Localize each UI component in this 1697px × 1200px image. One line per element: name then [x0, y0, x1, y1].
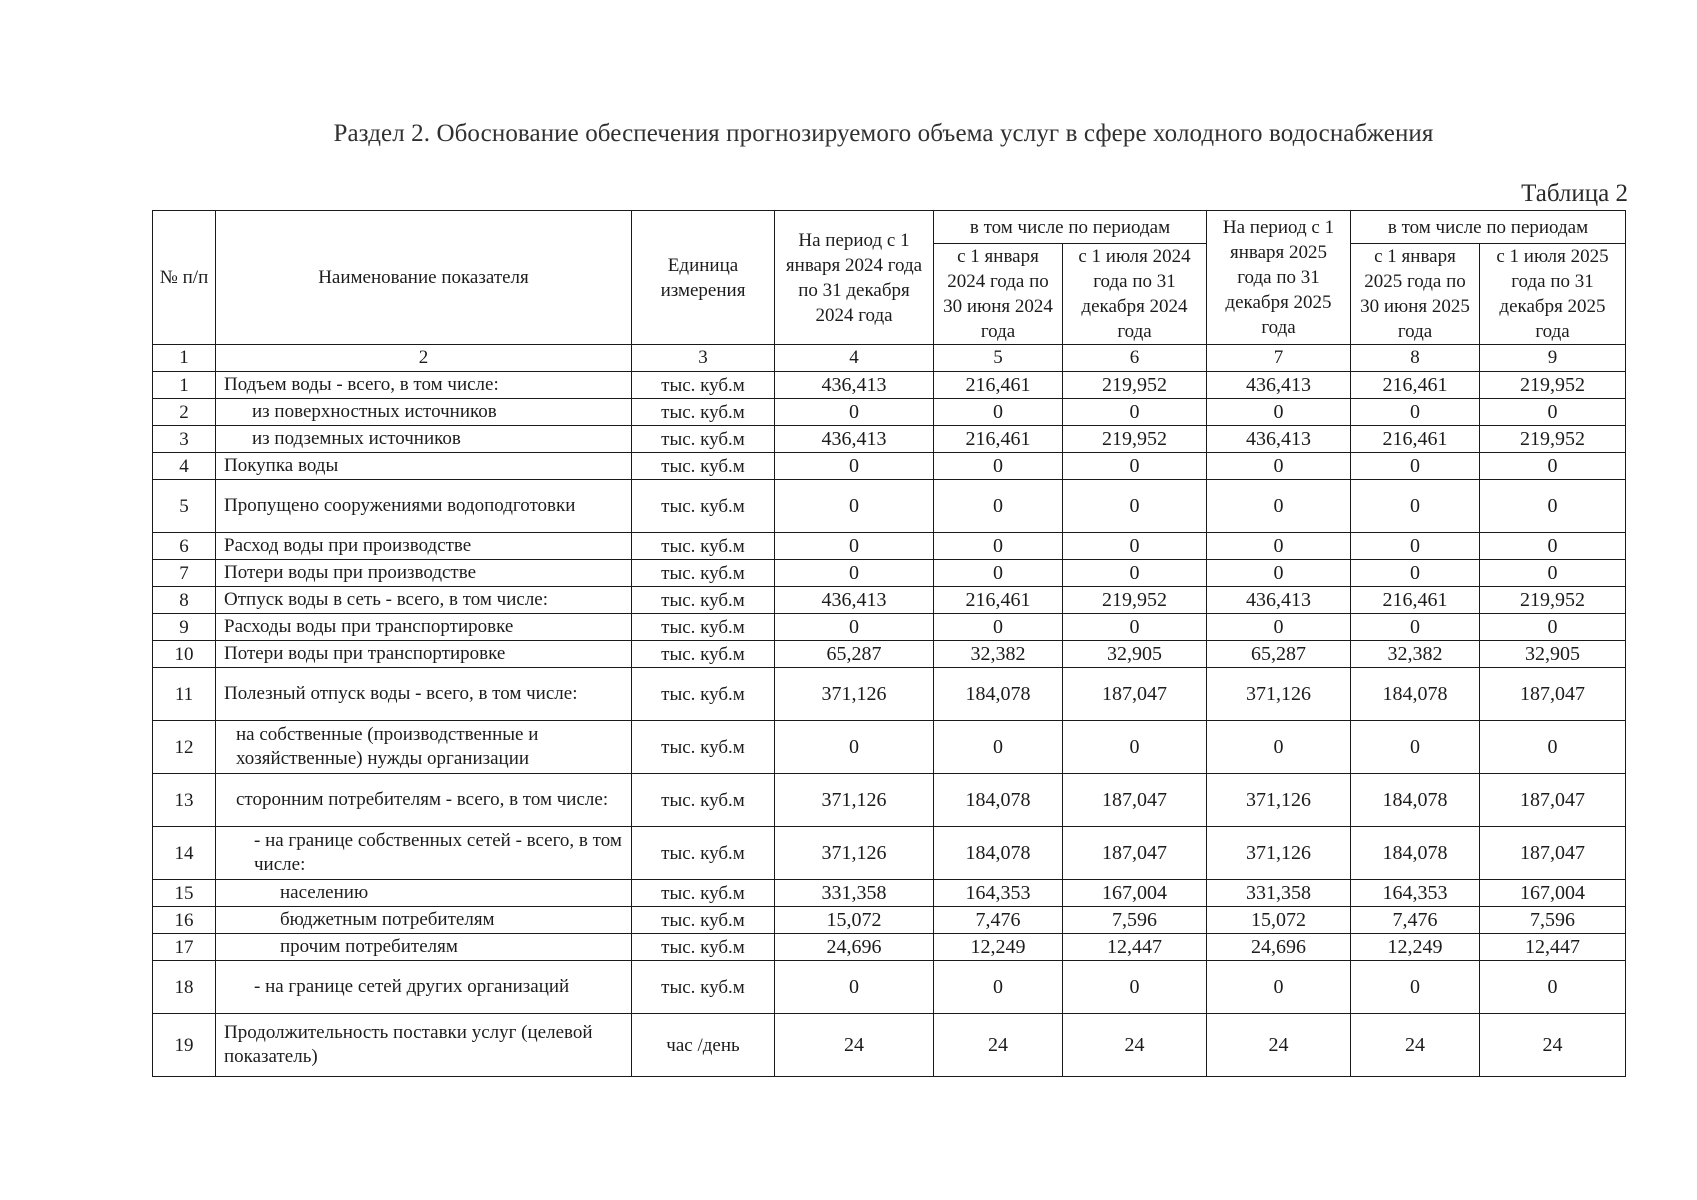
- column-number-cell: 5: [934, 345, 1063, 372]
- value-cell: 24: [1351, 1014, 1480, 1077]
- value-cell: 15,072: [1207, 907, 1351, 934]
- indicator-name-cell: бюджетным потребителям: [216, 907, 632, 934]
- value-cell: 164,353: [934, 880, 1063, 907]
- header-h2-2024: с 1 июля 2024 года по 31 декабря 2024 года: [1063, 244, 1207, 345]
- value-cell: 0: [1063, 614, 1207, 641]
- column-number-cell: 9: [1480, 345, 1626, 372]
- value-cell: 24,696: [775, 934, 934, 961]
- value-cell: 0: [1480, 560, 1626, 587]
- value-cell: 0: [1351, 480, 1480, 533]
- indicator-name-cell: Потери воды при производстве: [216, 560, 632, 587]
- unit-cell: тыс. куб.м: [632, 961, 775, 1014]
- unit-cell: тыс. куб.м: [632, 533, 775, 560]
- column-number-row: [153, 345, 1626, 372]
- indicator-name-cell: Расход воды при производстве: [216, 533, 632, 560]
- value-cell: 187,047: [1480, 774, 1626, 827]
- row-number-cell: 2: [153, 399, 216, 426]
- value-cell: 436,413: [1207, 372, 1351, 399]
- value-cell: 0: [775, 453, 934, 480]
- data-table: [152, 210, 1626, 1077]
- value-cell: 219,952: [1480, 426, 1626, 453]
- table-row: [153, 934, 1626, 961]
- header-h1-2024: с 1 января 2024 года по 30 июня 2024 года: [934, 244, 1063, 345]
- value-cell: 24: [934, 1014, 1063, 1077]
- value-cell: 0: [1063, 533, 1207, 560]
- value-cell: 187,047: [1063, 668, 1207, 721]
- value-cell: 216,461: [1351, 426, 1480, 453]
- indicator-name-cell: Пропущено сооружениями водоподготовки: [216, 480, 632, 533]
- value-cell: 219,952: [1063, 372, 1207, 399]
- indicator-name-cell: на собственные (производственные и хозяйственные) нужды организации: [216, 721, 632, 774]
- value-cell: 371,126: [775, 827, 934, 880]
- value-cell: 184,078: [934, 668, 1063, 721]
- value-cell: 0: [934, 480, 1063, 533]
- value-cell: 187,047: [1063, 827, 1207, 880]
- column-number-cell: 6: [1063, 345, 1207, 372]
- indicator-name-cell: из поверхностных источников: [216, 399, 632, 426]
- column-number-cell: 8: [1351, 345, 1480, 372]
- value-cell: 32,382: [1351, 641, 1480, 668]
- header-incl-2025: в том числе по периодам: [1351, 211, 1626, 244]
- indicator-name-cell: Расходы воды при транспортировке: [216, 614, 632, 641]
- value-cell: 7,596: [1063, 907, 1207, 934]
- value-cell: 12,447: [1063, 934, 1207, 961]
- value-cell: 184,078: [934, 774, 1063, 827]
- value-cell: 0: [934, 399, 1063, 426]
- unit-cell: тыс. куб.м: [632, 453, 775, 480]
- value-cell: 216,461: [934, 372, 1063, 399]
- value-cell: 32,382: [934, 641, 1063, 668]
- value-cell: 32,905: [1480, 641, 1626, 668]
- row-number-cell: 17: [153, 934, 216, 961]
- value-cell: 216,461: [934, 426, 1063, 453]
- value-cell: 187,047: [1063, 774, 1207, 827]
- indicator-name-cell: Отпуск воды в сеть - всего, в том числе:: [216, 587, 632, 614]
- table-row: [153, 560, 1626, 587]
- table-row: [153, 480, 1626, 533]
- unit-cell: тыс. куб.м: [632, 587, 775, 614]
- value-cell: 0: [1351, 399, 1480, 426]
- value-cell: 0: [1063, 399, 1207, 426]
- value-cell: 0: [1480, 614, 1626, 641]
- indicator-name-cell: прочим потребителям: [216, 934, 632, 961]
- value-cell: 371,126: [775, 668, 934, 721]
- value-cell: 65,287: [1207, 641, 1351, 668]
- value-cell: 164,353: [1351, 880, 1480, 907]
- value-cell: 0: [1351, 614, 1480, 641]
- table-row: [153, 827, 1626, 880]
- value-cell: 0: [1207, 721, 1351, 774]
- value-cell: 0: [1480, 533, 1626, 560]
- value-cell: 371,126: [1207, 668, 1351, 721]
- header-h2-2025: с 1 июля 2025 года по 31 декабря 2025 года: [1480, 244, 1626, 345]
- table-row: [153, 721, 1626, 774]
- value-cell: 0: [1351, 533, 1480, 560]
- value-cell: 0: [1063, 961, 1207, 1014]
- value-cell: 436,413: [775, 587, 934, 614]
- row-number-cell: 3: [153, 426, 216, 453]
- value-cell: 436,413: [775, 426, 934, 453]
- value-cell: 0: [1063, 560, 1207, 587]
- value-cell: 371,126: [775, 774, 934, 827]
- row-number-cell: 5: [153, 480, 216, 533]
- value-cell: 436,413: [1207, 587, 1351, 614]
- value-cell: 12,249: [1351, 934, 1480, 961]
- value-cell: 216,461: [1351, 372, 1480, 399]
- indicator-name-cell: - на границе сетей других организаций: [216, 961, 632, 1014]
- value-cell: 184,078: [1351, 774, 1480, 827]
- unit-cell: тыс. куб.м: [632, 934, 775, 961]
- value-cell: 0: [775, 721, 934, 774]
- value-cell: 371,126: [1207, 774, 1351, 827]
- header-incl-2024: в том числе по периодам: [934, 211, 1207, 244]
- value-cell: 0: [1063, 480, 1207, 533]
- value-cell: 436,413: [1207, 426, 1351, 453]
- table-label: Таблица 2: [1521, 180, 1628, 207]
- table-header: [153, 211, 1626, 345]
- value-cell: 15,072: [775, 907, 934, 934]
- value-cell: 0: [934, 721, 1063, 774]
- row-number-cell: 16: [153, 907, 216, 934]
- value-cell: 184,078: [1351, 827, 1480, 880]
- value-cell: 0: [775, 399, 934, 426]
- value-cell: 187,047: [1480, 827, 1626, 880]
- value-cell: 12,249: [934, 934, 1063, 961]
- column-number-cell: 2: [216, 345, 632, 372]
- unit-cell: тыс. куб.м: [632, 399, 775, 426]
- value-cell: 187,047: [1480, 668, 1626, 721]
- value-cell: 65,287: [775, 641, 934, 668]
- header-period-2025: На период с 1 января 2025 года по 31 декабря 2025 года: [1207, 211, 1351, 345]
- row-number-cell: 12: [153, 721, 216, 774]
- column-number-cell: 4: [775, 345, 934, 372]
- value-cell: 0: [934, 560, 1063, 587]
- value-cell: 0: [775, 961, 934, 1014]
- row-number-cell: 6: [153, 533, 216, 560]
- row-number-cell: 9: [153, 614, 216, 641]
- value-cell: 0: [1207, 533, 1351, 560]
- column-number-cell: 1: [153, 345, 216, 372]
- value-cell: 219,952: [1063, 426, 1207, 453]
- value-cell: 331,358: [775, 880, 934, 907]
- table-row: [153, 614, 1626, 641]
- value-cell: 167,004: [1480, 880, 1626, 907]
- row-number-cell: 1: [153, 372, 216, 399]
- row-number-cell: 15: [153, 880, 216, 907]
- unit-cell: тыс. куб.м: [632, 480, 775, 533]
- value-cell: 24,696: [1207, 934, 1351, 961]
- table-row: [153, 453, 1626, 480]
- value-cell: 184,078: [934, 827, 1063, 880]
- value-cell: 219,952: [1063, 587, 1207, 614]
- table-row: [153, 961, 1626, 1014]
- unit-cell: тыс. куб.м: [632, 880, 775, 907]
- unit-cell: тыс. куб.м: [632, 721, 775, 774]
- unit-cell: тыс. куб.м: [632, 614, 775, 641]
- unit-cell: тыс. куб.м: [632, 426, 775, 453]
- indicator-name-cell: Покупка воды: [216, 453, 632, 480]
- table-row: [153, 880, 1626, 907]
- row-number-cell: 10: [153, 641, 216, 668]
- row-number-cell: 19: [153, 1014, 216, 1077]
- value-cell: 219,952: [1480, 587, 1626, 614]
- table-row: [153, 372, 1626, 399]
- value-cell: 0: [1207, 560, 1351, 587]
- value-cell: 0: [1207, 614, 1351, 641]
- indicator-name-cell: Полезный отпуск воды - всего, в том числе:: [216, 668, 632, 721]
- value-cell: 0: [1480, 480, 1626, 533]
- value-cell: 12,447: [1480, 934, 1626, 961]
- unit-cell: тыс. куб.м: [632, 668, 775, 721]
- value-cell: 0: [1351, 721, 1480, 774]
- value-cell: 0: [1207, 399, 1351, 426]
- value-cell: 0: [1063, 453, 1207, 480]
- value-cell: 0: [1480, 399, 1626, 426]
- row-number-cell: 4: [153, 453, 216, 480]
- value-cell: 0: [934, 533, 1063, 560]
- value-cell: 0: [775, 614, 934, 641]
- row-number-cell: 8: [153, 587, 216, 614]
- row-number-cell: 11: [153, 668, 216, 721]
- unit-cell: тыс. куб.м: [632, 774, 775, 827]
- value-cell: 0: [1351, 560, 1480, 587]
- header-unit: Единица измерения: [632, 211, 775, 345]
- value-cell: 0: [1351, 961, 1480, 1014]
- unit-cell: тыс. куб.м: [632, 560, 775, 587]
- indicator-name-cell: Потери воды при транспортировке: [216, 641, 632, 668]
- table-row: [153, 399, 1626, 426]
- table-row: [153, 641, 1626, 668]
- header-period-2024: На период с 1 января 2024 года по 31 декабря 2024 года: [775, 211, 934, 345]
- indicator-name-cell: из подземных источников: [216, 426, 632, 453]
- value-cell: 7,476: [934, 907, 1063, 934]
- header-num: № п/п: [153, 211, 216, 345]
- value-cell: 7,476: [1351, 907, 1480, 934]
- value-cell: 24: [775, 1014, 934, 1077]
- value-cell: 24: [1207, 1014, 1351, 1077]
- indicator-name-cell: Подъем воды - всего, в том числе:: [216, 372, 632, 399]
- value-cell: 0: [775, 560, 934, 587]
- unit-cell: тыс. куб.м: [632, 641, 775, 668]
- table-row: [153, 907, 1626, 934]
- value-cell: 216,461: [1351, 587, 1480, 614]
- indicator-name-cell: - на границе собственных сетей - всего, в том числе:: [216, 827, 632, 880]
- unit-cell: тыс. куб.м: [632, 827, 775, 880]
- table-row: [153, 533, 1626, 560]
- value-cell: 436,413: [775, 372, 934, 399]
- value-cell: 0: [1351, 453, 1480, 480]
- row-number-cell: 13: [153, 774, 216, 827]
- table-row: [153, 1014, 1626, 1077]
- row-number-cell: 18: [153, 961, 216, 1014]
- value-cell: 0: [1207, 961, 1351, 1014]
- unit-cell: тыс. куб.м: [632, 372, 775, 399]
- value-cell: 216,461: [934, 587, 1063, 614]
- indicator-name-cell: Продолжительность поставки услуг (целевой показатель): [216, 1014, 632, 1077]
- column-number-cell: 3: [632, 345, 775, 372]
- value-cell: 24: [1063, 1014, 1207, 1077]
- value-cell: 0: [1480, 961, 1626, 1014]
- value-cell: 0: [775, 533, 934, 560]
- value-cell: 0: [934, 453, 1063, 480]
- value-cell: 184,078: [1351, 668, 1480, 721]
- value-cell: 0: [1207, 480, 1351, 533]
- value-cell: 0: [1480, 721, 1626, 774]
- page-title: Раздел 2. Обоснование обеспечения прогнозируемого объема услуг в сфере холодного водоснабжения: [333, 120, 1434, 147]
- header-h1-2025: с 1 января 2025 года по 30 июня 2025 года: [1351, 244, 1480, 345]
- value-cell: 0: [775, 480, 934, 533]
- value-cell: 371,126: [1207, 827, 1351, 880]
- value-cell: 0: [934, 614, 1063, 641]
- value-cell: 24: [1480, 1014, 1626, 1077]
- table-row: [153, 668, 1626, 721]
- unit-cell: час /день: [632, 1014, 775, 1077]
- indicator-name-cell: населению: [216, 880, 632, 907]
- row-number-cell: 7: [153, 560, 216, 587]
- column-number-cell: 7: [1207, 345, 1351, 372]
- header-name: Наименование показателя: [216, 211, 632, 345]
- value-cell: 219,952: [1480, 372, 1626, 399]
- value-cell: 7,596: [1480, 907, 1626, 934]
- value-cell: 0: [934, 961, 1063, 1014]
- table-body: [153, 345, 1626, 1077]
- value-cell: 0: [1207, 453, 1351, 480]
- indicator-name-cell: сторонним потребителям - всего, в том числе:: [216, 774, 632, 827]
- value-cell: 331,358: [1207, 880, 1351, 907]
- value-cell: 0: [1480, 453, 1626, 480]
- value-cell: 32,905: [1063, 641, 1207, 668]
- value-cell: 0: [1063, 721, 1207, 774]
- value-cell: 167,004: [1063, 880, 1207, 907]
- table-row: [153, 426, 1626, 453]
- row-number-cell: 14: [153, 827, 216, 880]
- table-row: [153, 587, 1626, 614]
- unit-cell: тыс. куб.м: [632, 907, 775, 934]
- table-row: [153, 774, 1626, 827]
